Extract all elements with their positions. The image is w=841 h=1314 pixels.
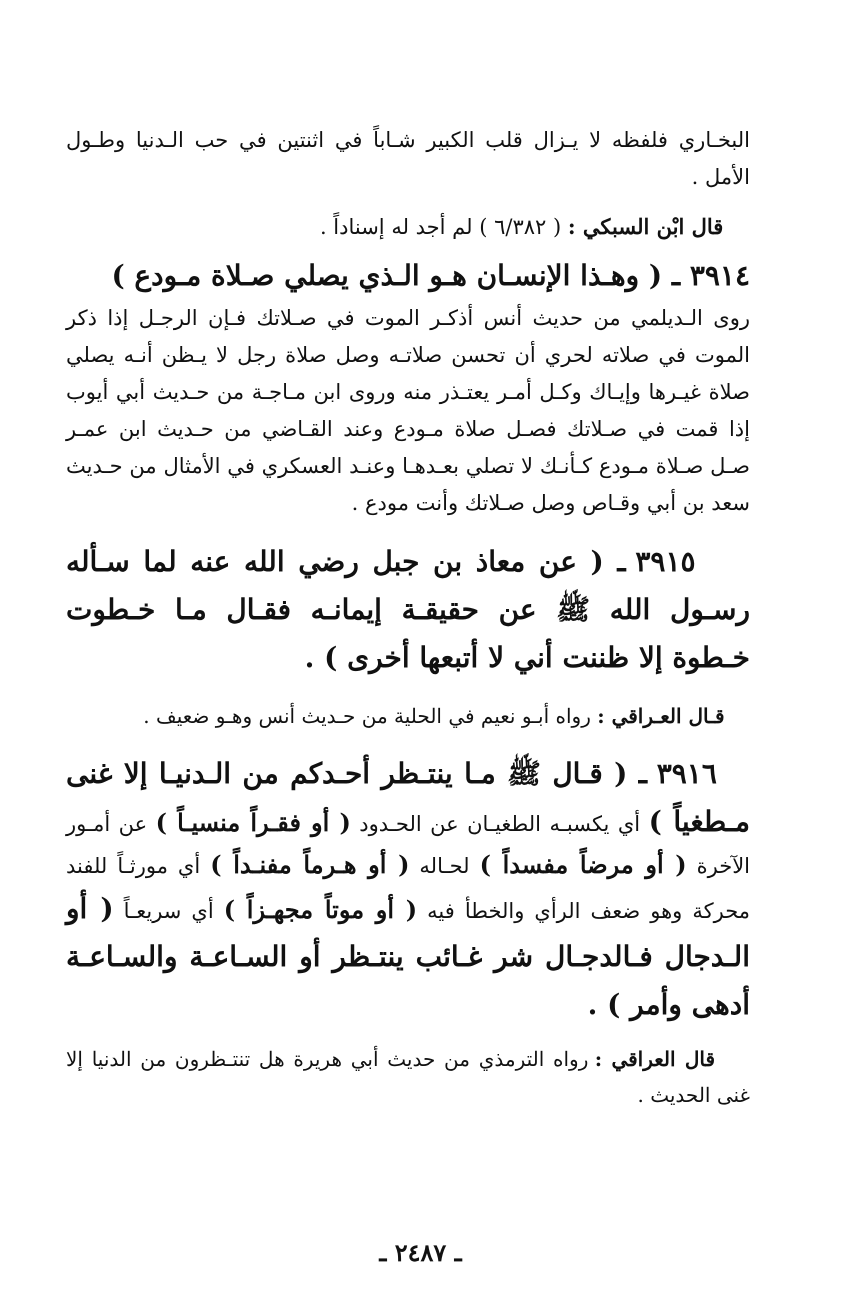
- hadith-3915-text: ـ ( عن معاذ بن جبل رضي الله عنه لما سـأله رسـول الله ﷺ عن حقيقـة إيمانـه فقـال مـا خـطوت خـطوة إلا ظننت أني لا أتبعها أخرى ) .: [66, 545, 750, 674]
- hadith-3916-phrase-5: ( أو الـدجال فـالدجـال شر غـائب ينتـظر أو السـاعـة والسـاعـة أدهى وأمر ) .: [66, 892, 750, 1021]
- note-subki-label: قال ابْن السبكي :: [567, 214, 724, 239]
- hadith-3916-number: ٣٩١٦: [656, 757, 717, 790]
- hadith-3916-gloss-1: أي يكسبـه الطغيـان عن الحـدود: [350, 812, 649, 836]
- note-iraqi-3915-label: قـال العـراقي :: [597, 704, 725, 728]
- note-iraqi-3915: [66, 698, 750, 734]
- hadith-3914-number: ٣٩١٤: [689, 259, 750, 292]
- hadith-3916-phrase-2: ( أو مرضاً مفسداً ): [479, 850, 687, 879]
- page-body: [66, 122, 750, 1113]
- hadith-3916-main: ـ ( قـال ﷺ مـا ينتـظر أحـدكم من الـدنيـا إلا غنى مـطغياً ): [66, 757, 751, 838]
- note-iraqi-3916-text: رواه الترمذي من حديث أبي هريرة هل تنتـظرون من الدنيا إلا غنى الحديث .: [66, 1047, 750, 1107]
- hadith-3916-phrase-3: ( أو هـرماً مفنـداً ): [210, 850, 410, 879]
- hadith-3916-gloss-4: أي مورثـاً للفند محركة وهو ضعف الرأي والخطأ فيه: [66, 854, 751, 923]
- hadith-3916-gloss-2: عن أمـور الآخرة: [66, 812, 751, 878]
- hadith-3914-commentary: روى الـديلمي من حديث أنس أذكـر الموت في صـلاتك فـإن الرجـل إذا ذكر الموت في صلاته لحري أن تحسن صلاتـه وصل صلاة رجل لا يـظن أنـه يصلي صلاة غيـرها وإيـاك وكـل أمـر يعتـذر منه وروى ابن مـاجـة من حـديث أبي أيوب إذا قمت في صـلاتك فصـل صلاة مـودع وعند القـاضي من حـديث ابن عمـر صـل صـلاة مـودع كـأنـك لا تصلي بعـدهـا وعنـد العسكري في الأمثال من حـديث سعد بن أبي وقـاص وصل صـلاتك وأنت مودع .: [66, 306, 750, 515]
- note-subki-text: ( ٦/٣٨٢ ) لم أجد له إسناداً .: [319, 215, 568, 239]
- hadith-3914-heading: [66, 252, 750, 300]
- note-iraqi-3916: [66, 1041, 750, 1113]
- hadith-3916-gloss-3: لحـاله: [409, 854, 480, 878]
- hadith-3916-gloss-5: أي سريعـاً: [113, 899, 224, 923]
- note-subki: [66, 208, 750, 246]
- hadith-3914-text: ـ ( وهـذا الإنسـان هـو الـذي يصلي صـلاة مـودع ): [111, 259, 690, 292]
- hadith-3916-phrase-1: ( أو فقـراً منسيـاً ): [155, 808, 351, 837]
- hadith-3916-block: [66, 750, 750, 1029]
- hadith-3915-number: ٣٩١٥: [635, 545, 696, 578]
- hadith-3916-phrase-4: ( أو موتاً مجهـزاً ): [223, 895, 418, 924]
- page-number: ـ ٢٤٨٧ ـ: [379, 1238, 462, 1267]
- paragraph-continuation: البخـاري فلفظه لا يـزال قلب الكبير شـاباً في اثنتين في حب الـدنيا وطـول الأمل .: [66, 128, 750, 189]
- note-iraqi-3916-label: قال العراقي :: [594, 1047, 716, 1071]
- note-iraqi-3915-text: رواه أبـو نعيم في الحلية من حـديث أنس وهـو ضعيف .: [143, 704, 598, 728]
- hadith-3915-heading: [66, 538, 750, 682]
